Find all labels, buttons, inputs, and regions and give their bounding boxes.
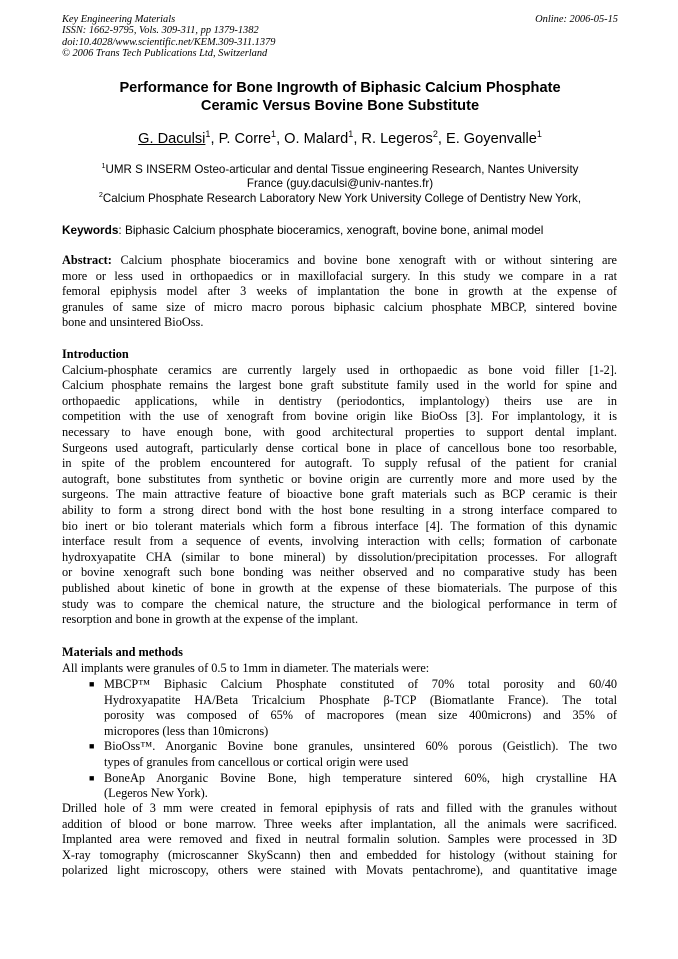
intro-line: Surgeons used autograft, particularly dense cortical bone in place of cancellous bone too resorbable,: [62, 440, 617, 455]
author-4-affil: 2: [432, 129, 438, 140]
methods-line: Drilled hole of 3 mm were created in femoral epiphysis of rats and filled with the granules without: [62, 801, 617, 815]
abstract: [62, 253, 617, 331]
intro-line: or bovine xenograft such bone bonding was neither observed and no comparative study has been: [62, 565, 617, 580]
list-item: [62, 739, 617, 770]
author-2: , P. Corre: [210, 131, 272, 147]
bullet-icon: ■: [89, 772, 95, 783]
intro-line: hydroxyapatite CHA (similar to bone mineral) by dissolution/precipitation processes. For allograft: [62, 549, 617, 564]
author-3: , O. Malard: [276, 131, 349, 147]
author-1-affil: 1: [205, 129, 211, 140]
abstract-label: Abstract:: [62, 253, 112, 267]
methods-heading: Materials and methods: [62, 645, 183, 659]
intro-line: necessary to have enough bone, with good architectural properties to support dental implant.: [62, 424, 617, 439]
keywords-label: Keywords: [62, 223, 119, 237]
abstract-line-5: bone and unsintered BioOss.: [62, 315, 204, 330]
intro-line: published about kinetic of bone in growth at the expense of these biomaterials. The purpose of this: [62, 580, 617, 595]
author-list: [62, 130, 618, 148]
list-item-line: BioOss™. Anorganic Bovine bone granules, unsintered 60% porous (Geistlich). The two: [104, 739, 617, 754]
list-item-line: Hydroxyapatite HA/Beta Tricalcium Phosphate β-TCP (Biomatlante France). The total: [104, 692, 617, 707]
intro-line: bio inert or bio tolerant materials which form a fibrous interface [4]. The formation of this dynamic: [62, 518, 617, 533]
list-item-line: BoneAp Anorganic Bovine Bone, high temperature sintered 60%, high crystalline HA: [104, 770, 617, 785]
author-5: , E. Goyenvalle: [437, 131, 537, 147]
intro-line: resorption and bone in growth at the expense of the implant.: [62, 612, 359, 627]
abstract-line-4: granules of same size of micro macro porous biphasic calcium phosphate MBCP, sintered bovine: [62, 299, 617, 314]
intro-line: orthopaedic applications, while in dentistry (periodontics, implantology) theirs use are in: [62, 393, 617, 408]
affiliation-1-text: UMR S INSERM Osteo-articular and dental Tissue engineering Research, Nantes University: [105, 163, 579, 176]
intro-line: autograft, bone substitutes from synthetic or bovine origin are currently more and more used by the: [62, 471, 617, 486]
doi-line[interactable]: doi:10.4028/www.scientific.net/KEM.309-311.1379: [62, 36, 276, 48]
intro-line: ability to form a strong direct bond with the host bone resulting in a strong interface compared to: [62, 502, 617, 517]
bullet-icon: ■: [89, 741, 95, 752]
abstract-line-1: Calcium phosphate bioceramics and bovine bone xenograft with or without sintering are: [111, 253, 617, 267]
intro-line: Calcium-phosphate ceramics are currently largely used in orthopaedic as bone void filler [1-2].: [62, 362, 617, 377]
author-1[interactable]: G. Daculsi: [138, 131, 206, 147]
affiliation-1: [62, 163, 618, 177]
list-item: [62, 677, 617, 739]
keywords-text: : Biphasic Calcium phosphate bioceramics, xenograft, bovine bone, animal model: [118, 223, 544, 237]
journal-header: [62, 14, 618, 59]
author-4: , R. Legeros: [353, 131, 433, 147]
methods-line: addition of blood or bone marrow. Three weeks after implantation, all the animals were sacrificed.: [62, 816, 617, 831]
methods-body: [62, 801, 617, 879]
intro-line: Calcium phosphate remains the largest bone graft substitute family used in the world for spine and: [62, 378, 617, 393]
intro-line: competition with the use of xenograft from bovine origin like BioOss [3]. For implantology, it is: [62, 409, 617, 424]
author-5-affil: 1: [536, 129, 542, 140]
affiliation-1-mark: 1: [101, 161, 106, 171]
affiliation-2-text: Calcium Phosphate Research Laboratory New York University College of Dentistry New York,: [102, 191, 582, 205]
journal-name: Key Engineering Materials: [62, 14, 176, 25]
affiliation-2-mark: 2: [98, 189, 103, 199]
intro-line: in spite of the problem encountered for autograft. To supply refusal of the patient for cranial: [62, 456, 617, 471]
abstract-line: [62, 253, 617, 269]
intro-line: study was to compare the chemical nature, the structure and the biological performance in term of: [62, 596, 617, 611]
list-item-line: types of granules from cancellous or cortical origin were used: [104, 754, 409, 769]
author-2-affil: 1: [271, 129, 277, 140]
intro-line: surgeons. The main attractive feature of bioactive bone graft materials such as BCP ceramic is their: [62, 487, 617, 502]
methods-intro: All implants were granules of 0.5 to 1mm in diameter. The materials were:: [62, 660, 430, 675]
affiliations: [62, 163, 618, 206]
methods-head: [62, 645, 617, 676]
introduction: [62, 347, 617, 628]
introduction-heading: Introduction: [62, 347, 129, 361]
materials-list: [62, 677, 617, 802]
affiliation-1-cont: France (guy.daculsi@univ-nantes.fr): [246, 177, 434, 191]
paper-title: [62, 80, 618, 115]
intro-line: interface result from a sequence of events, involving interaction with cells; formation of carbonate: [62, 534, 617, 549]
methods-line: Implanted area were removed and fixed in neutral formalin solution. Samples were processed in 3D: [62, 832, 617, 847]
list-item-line: micropores (less than 10microns): [104, 723, 269, 738]
author-3-affil: 1: [348, 129, 354, 140]
abstract-line-2: more or less used in orthopaedics or in maxillofacial surgery. In this study we compare in a rat: [62, 268, 617, 283]
keywords: [62, 223, 618, 237]
bullet-icon: ■: [89, 679, 95, 689]
title-line-2: Ceramic Versus Bovine Bone Substitute: [200, 97, 480, 114]
online-date: Online: 2006-05-15: [535, 14, 618, 25]
title-line-1: Performance for Bone Ingrowth of Biphasic Calcium Phosphate: [119, 80, 561, 96]
affiliation-2: [62, 189, 618, 206]
methods-line: polarized light microscopy, others were stained with Movats pentachrome), and quantitative image: [62, 863, 617, 878]
copyright-line: © 2006 Trans Tech Publications Ltd, Switzerland: [62, 47, 268, 59]
list-item-line: porosity was composed of 65% of macropores (mean size 400microns) and 35% of: [104, 708, 617, 723]
methods-line: X-ray tomography (microscanner SkyScann) then and embedded for histology (without staining for: [62, 847, 617, 862]
issn-line: ISSN: 1662-9795, Vols. 309-311, pp 1379-1382: [62, 25, 259, 37]
abstract-line-3: femoral epiphysis model after 3 weeks of implantation the bone in growth at the expense of: [62, 284, 617, 299]
list-item: [62, 771, 617, 802]
list-item-line: MBCP™ Biphasic Calcium Phosphate constituted of 70% total porosity and 60/40: [104, 677, 617, 691]
list-item-line: (Legeros New York).: [104, 786, 208, 801]
